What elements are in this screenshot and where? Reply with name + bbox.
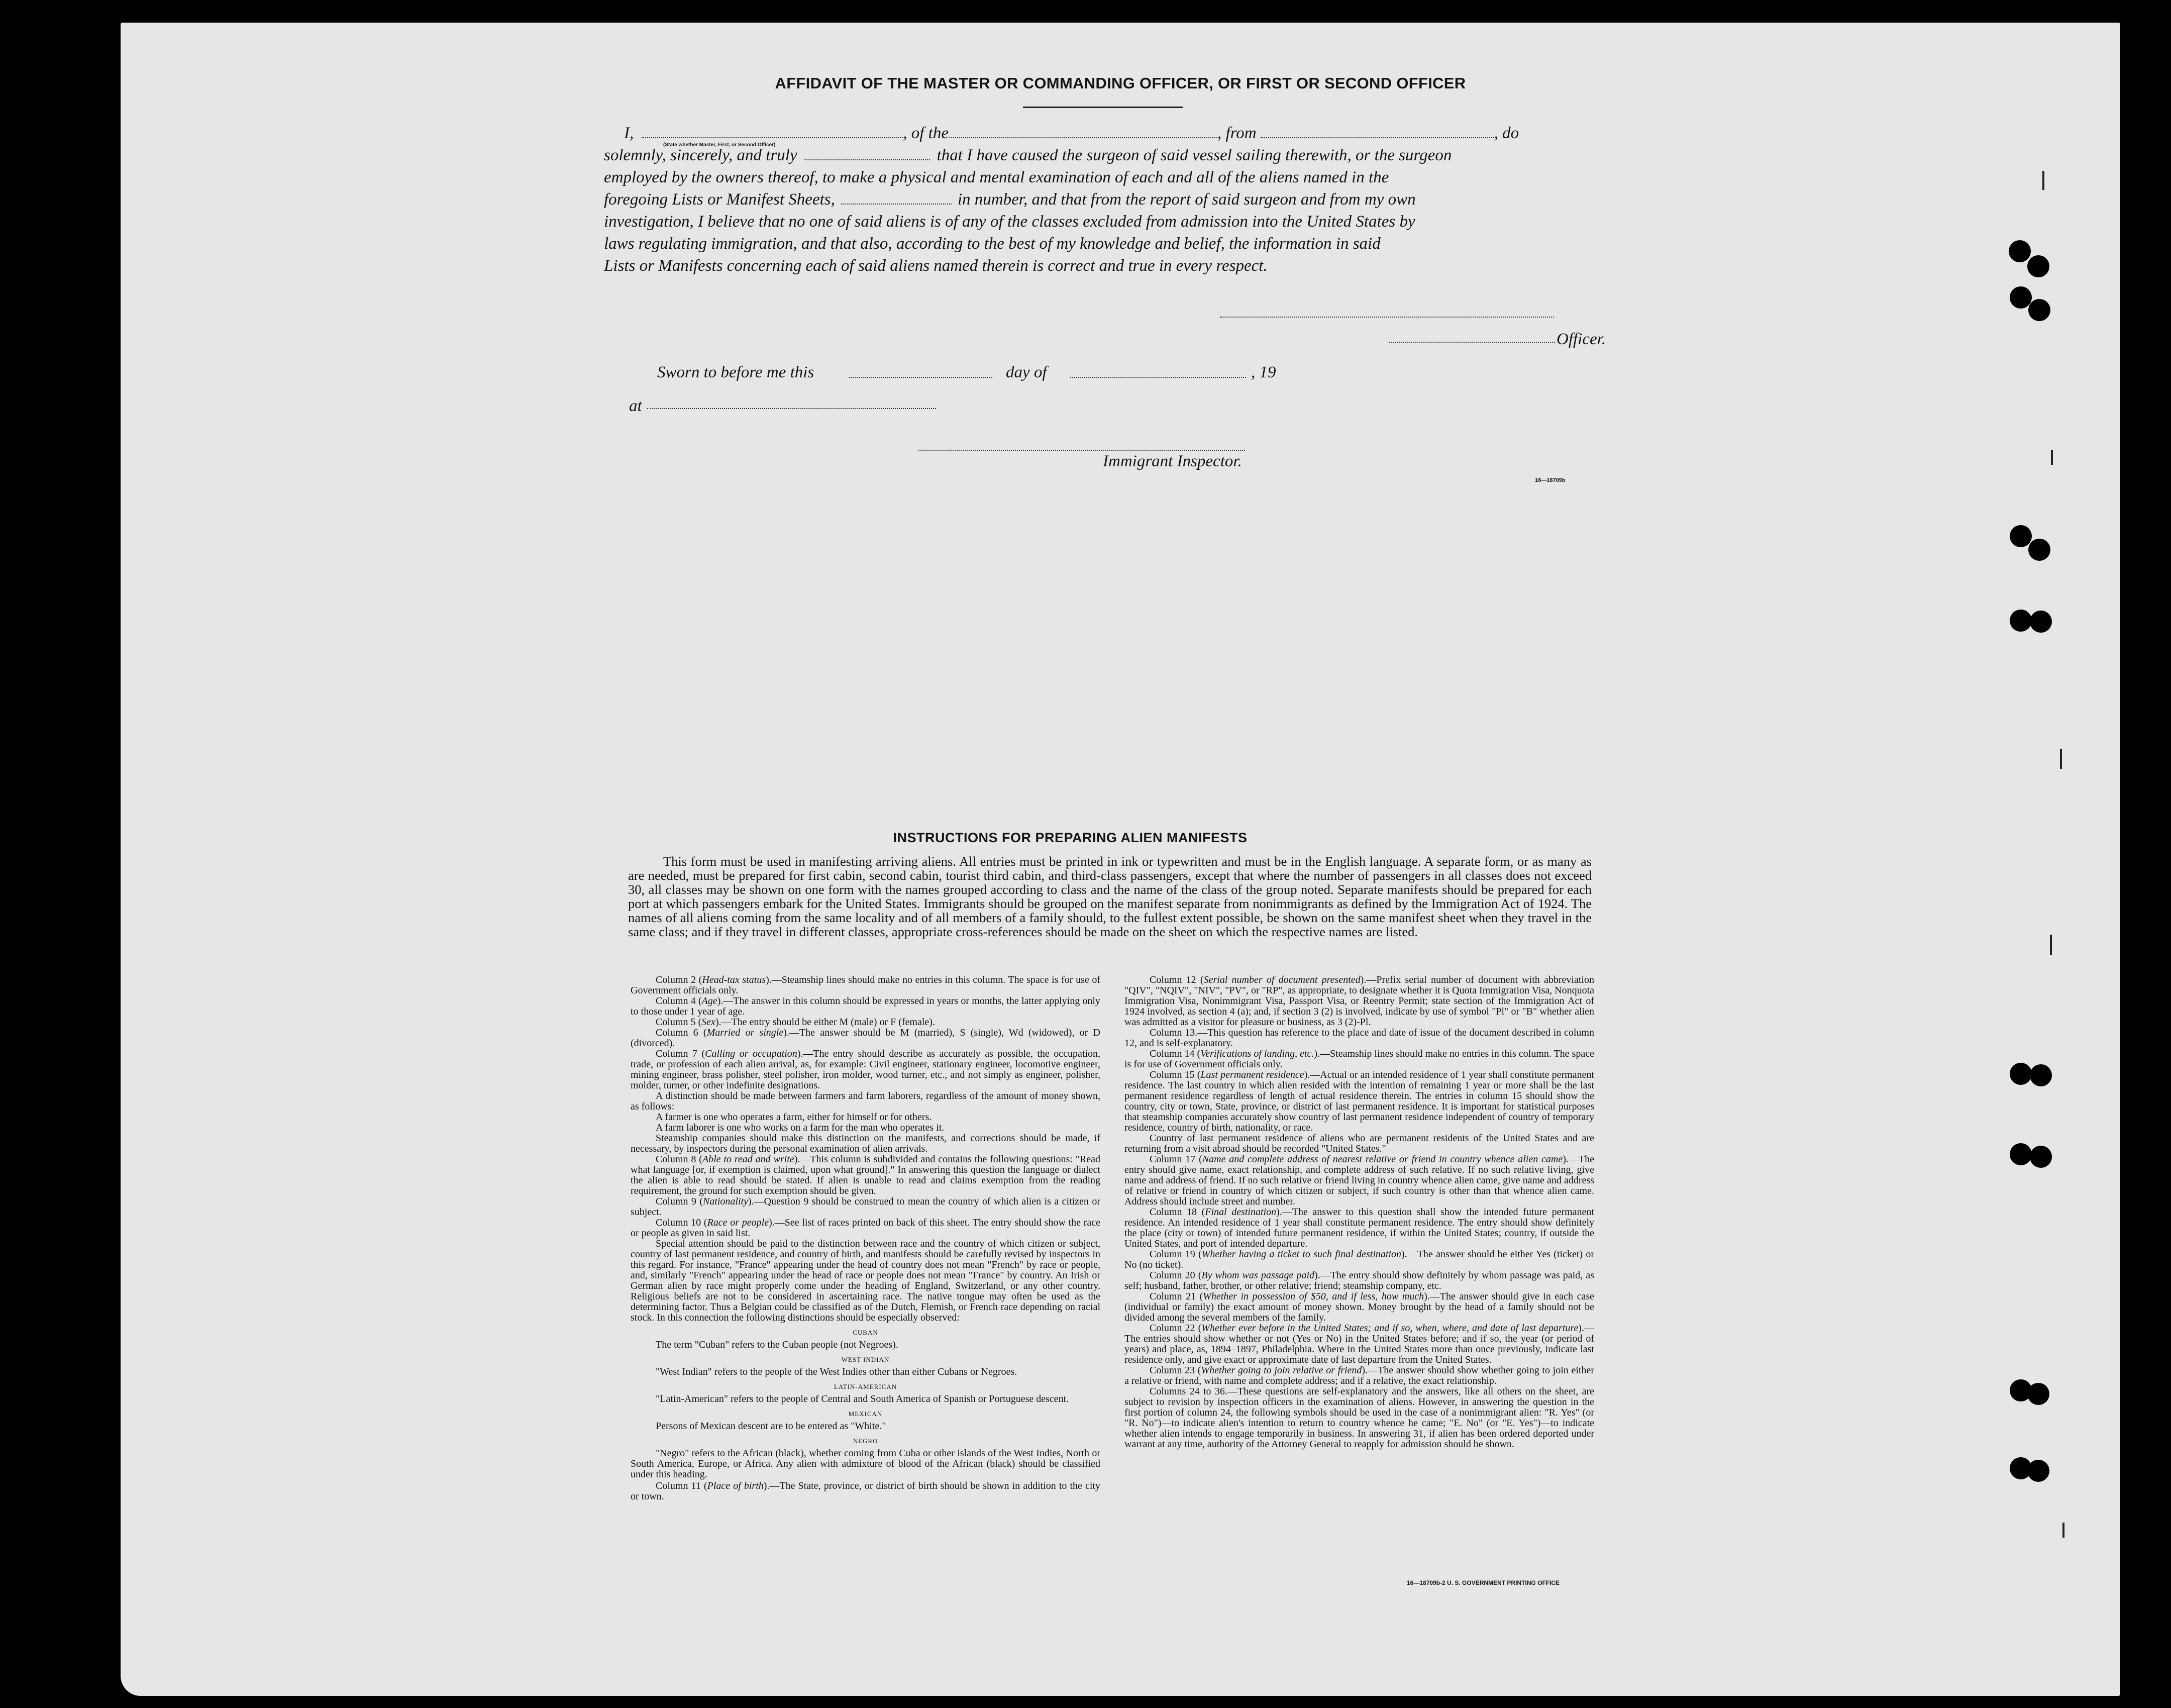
inspector-label: Immigrant Inspector. xyxy=(1103,452,1242,470)
punch-hole xyxy=(2030,1146,2052,1168)
officer-signature-blank[interactable] xyxy=(1389,342,1555,343)
signature-line[interactable] xyxy=(1220,317,1554,318)
instruction-paragraph: Column 22 (Whether ever before in the United States; and if so, when, where, and date of last departure).—The entries should show whether or not (Yes or No) in the United States before; and if so, the year (or period of years) and place, as, 1894–1897, Philadelphia. Where in the United States more than once previously, indicate last residence only, and give exact or approximate date of last departure from the United States. xyxy=(1124,1323,1594,1365)
year-label: , 19 xyxy=(1251,363,1276,381)
vessel-name-blank[interactable] xyxy=(949,136,1217,138)
oath-form-blank[interactable] xyxy=(804,158,930,160)
definition-heading: CUBAN xyxy=(853,1329,878,1336)
punch-hole xyxy=(2030,1064,2052,1086)
instruction-paragraph: Special attention should be paid to the distinction between race and the country of which citizen or subject, country of last permanent residence, and country of birth, and manifests should be carefully revised by inspectors in this regard. For instance, "France" appearing under the head of country does not mean "French" by race or people, and, similarly "French" appearing under the head of race or people does not mean "France" by country. An Irish or German alien by race might properly come under the heading of England, Switzerland, or any other country. Religious beliefs are not to be considered in ascertaining race. The native tongue may often be used as the determining factor. Thus a Belgian could be classified as of the Dutch, Flemish, or French race depending on racial stock. In this connection the following distinctions should be especially observed: xyxy=(631,1238,1100,1323)
oath-line-3: employed by the owners thereof, to make a physical and mental examination of each and all of the aliens named in the xyxy=(604,168,1389,186)
officer-label: Officer. xyxy=(1557,330,1606,348)
instruction-paragraph: Column 8 (Able to read and write).—This column is subdivided and contains the following questions: "Read what language [or, if exemption is claimed, upon what ground]." In answering this question the language or dialect the alien is able to read should be stated. If alien is unable to read and claims exemption from the reading requirement, the ground for such exemption should be given. xyxy=(631,1154,1100,1196)
margin-tick xyxy=(2042,171,2044,190)
instruction-paragraph: Column 21 (Whether in possession of $50, and if less, how much).—The answer should give in each case (individual or family) the exact amount of money shown. Money brought by the head of a family should not be divided among the several members of the family. xyxy=(1124,1291,1594,1323)
oath-line-5: investigation, I believe that no one of said aliens is of any of the classes excluded from admission into the United States by xyxy=(604,213,1415,231)
punch-hole xyxy=(2010,610,2032,632)
instruction-paragraph: Column 23 (Whether going to join relative or friend).—The answer should show whether going to join either a relative or friend, with name and complete address; and if a relative, the exact relationship. xyxy=(1124,1365,1594,1386)
sworn-day-blank[interactable] xyxy=(849,377,992,378)
punch-hole xyxy=(2028,539,2050,561)
manifest-back-sheet xyxy=(121,23,2120,1696)
punch-hole xyxy=(2027,255,2049,277)
margin-tick xyxy=(2051,450,2053,465)
instruction-paragraph: Country of last permanent residence of aliens who are permanent residents of the United States and are returning from a visit abroad should be recorded "United States." xyxy=(1124,1133,1594,1154)
port-from-blank[interactable] xyxy=(1261,136,1494,138)
instructions-title: INSTRUCTIONS FOR PREPARING ALIEN MANIFESTS xyxy=(893,830,1248,845)
instruction-paragraph: Column 17 (Name and complete address of nearest relative or friend in country whence alien came).—The entry should give name, exact relationship, and complete address of such relative. If no such relative living, give name and address of friend. If no such relative or friend living in country whence alien came, give name and address of relative or friend in country of which citizen or subject, if such country is other than that whence alien came. Address should include street and number. xyxy=(1124,1154,1594,1207)
punch-hole xyxy=(2030,611,2052,633)
instruction-paragraph: Steamship companies should make this distinction on the manifests, and corrections should be made, if necessary, by inspectors during the personal examination of alien arrivals. xyxy=(631,1133,1100,1154)
definition-heading: WEST INDIAN xyxy=(841,1356,890,1363)
printing-office-footer: 16—18709b-2 U. S. GOVERNMENT PRINTING OFFICE xyxy=(1407,1579,1560,1586)
oath-line-2: solemnly, sincerely, and truly that I have caused the surgeon of said vessel sailing therewith, or the surgeon xyxy=(604,146,1452,164)
definition-heading: LATIN-AMERICAN xyxy=(834,1383,897,1390)
definition-text: "Negro" refers to the African (black), whether coming from Cuba or other islands of the West Indies, North or South America, Europe, or Africa. Any alien with admixture of blood of the African (black) should be classified under this heading. xyxy=(631,1448,1100,1480)
punch-hole xyxy=(2010,1143,2032,1165)
punch-hole xyxy=(2009,240,2031,262)
officer-rank-blank[interactable] xyxy=(642,136,903,138)
definition-text: The term "Cuban" refers to the Cuban people (not Negroes). xyxy=(656,1339,898,1350)
margin-tick xyxy=(2050,935,2052,955)
oath-line-7: Lists or Manifests concerning each of said aliens named therein is correct and true in every respect. xyxy=(604,257,1268,275)
alien-count-blank[interactable] xyxy=(841,203,952,205)
instruction-paragraph: Column 15 (Last permanent residence).—Actual or an intended residence of 1 year shall constitute permanent residence. The last country in which alien resided with the intention of remaining 1 year or more shall be the last permanent residence regardless of length of actual residence therein. The entries in column 15 should show the country, city or town, State, province, or district of last permanent residence. It is important for statistical purposes that steamship companies accurately show country of last permanent residence independent of country of temporary residence, country of birth, nationality, or race. xyxy=(1124,1069,1594,1133)
instruction-paragraph: Column 9 (Nationality).—Question 9 should be construed to mean the country of which alien is a citizen or subject. xyxy=(631,1196,1100,1218)
instruction-paragraph: Column 10 (Race or people).—See list of races printed on back of this sheet. The entry should show the race or people as given in said list. xyxy=(631,1217,1100,1239)
instruction-paragraph: Column 2 (Head-tax status).—Steamship lines should make no entries in this column. The space is for use of Government officials only. xyxy=(631,974,1101,996)
instructions-intro: This form must be used in manifesting arriving aliens. All entries must be printed in ink or typewritten and must be in the English language. A separate form, or as many as are needed, must be prepared for first cabin, second cabin, tourist third cabin, and third-class passengers, except that where the number of passengers in all classes does not exceed 30, all classes may be shown on one form with the names grouped according to class and the name of the class of the group noted. Separate manifests should be prepared for each port at which passengers embark for the United States. Immigrants should be grouped on the manifest separate from nonimmigrants as defined by the Immigration Act of 1924. The names of all aliens coming from the same locality and of all members of a family should, to the fullest extent possible, be shown on the same manifest sheet when they travel in the same class; and if they travel in different classes, appropriate cross-references should be made on the sheet on which the respective names are listed. xyxy=(628,854,1592,939)
instruction-paragraph: Column 6 (Married or single).—The answer should be M (married), S (single), Wd (widowed), or D (divorced). xyxy=(631,1027,1100,1049)
instruction-paragraph: Columns 24 to 36.—These questions are self-explanatory and the answers, like all others on the sheet, are subject to revision by inspection officers in the examination of aliens. However, in answering the question in the first portion of column 24, the following symbols should be used in the case of a nonimmigrant alien: "R. Yes" (or "R. No")—to indicate alien's intention to return to country whence he came; "E. No" (or "E. Yes")—to indicate whether alien intends to engage temporarily in business. In answering 31, if alien has been ordered deported under warrant at any time, authority of the Attorney General to reapply for admission should be shown. xyxy=(1124,1386,1594,1450)
sworn-label: Sworn to before me this xyxy=(657,363,814,381)
sworn-month-blank[interactable] xyxy=(1070,377,1246,378)
day-of-label: day of xyxy=(1006,363,1047,381)
instruction-paragraph: Column 19 (Whether having a ticket to such final destination).—The answer should be either Yes (ticket) or No (no ticket). xyxy=(1124,1249,1594,1270)
instruction-paragraph: A farmer is one who operates a farm, either for himself or for others. xyxy=(656,1112,932,1123)
instruction-paragraph: Column 12 (Serial number of document presented).—Prefix serial number of document with abbreviation "QIV", "NQIV", "NIV", "PV", or "RP", as appropriate, to designate whether it is Quota Immigration Visa, Nonquota Immigration Visa, Nonimmigrant Visa, Passport Visa, or Reentry Permit; state section of the Immigration Act of 1924 involved, as section 4 (a); and, if section 3 (2) is involved, indicate by use of symbol "Pl" or "B" whether alien was admitted as a visitor for pleasure or business, as 3 (2)-Pl. xyxy=(1124,974,1594,1028)
definition-text: Persons of Mexican descent are to be entered as "White." xyxy=(656,1421,886,1432)
instruction-paragraph: Column 18 (Final destination).—The answer to this question shall show the intended future permanent residence. An intended residence of 1 year shall constitute permanent residence. The entry should show definitely the place (city or town) of intended future permanent residence, if within the United States; country, if outside the United States, and port of intended departure. xyxy=(1124,1207,1594,1249)
punch-hole xyxy=(2010,1063,2032,1085)
instruction-paragraph: Column 7 (Calling or occupation).—The entry should describe as accurately as possible, the occupation, trade, or profession of each alien arrival, as, for example: Civil engineer, stationary engineer, locomotive engineer, mining engineer, brass polisher, steel polisher, iron molder, wood turner, etc., and not simply as engineer, polisher, molder, turner, or other indefinite designations. xyxy=(631,1048,1101,1091)
instruction-paragraph: A distinction should be made between farmers and farm laborers, regardless of the amount of money shown, as follows: xyxy=(631,1090,1100,1112)
instruction-paragraph: Column 5 (Sex).—The entry should be either M (male) or F (female). xyxy=(656,1017,935,1028)
punch-hole xyxy=(2010,286,2032,309)
oath-line-4: foregoing Lists or Manifest Sheets, in number, and that from the report of said surgeon and from my own xyxy=(604,190,1416,209)
punch-hole xyxy=(2027,1460,2049,1482)
punch-hole xyxy=(2027,1383,2049,1405)
oath-line-6: laws regulating immigration, and that also, according to the best of my knowledge and belief, the information in said xyxy=(604,235,1381,253)
affidavit-form-number: 16—18709b xyxy=(1535,477,1566,483)
instruction-paragraph: Column 11 (Place of birth).—The State, province, or district of birth should be shown in addition to the city or town. xyxy=(631,1480,1101,1502)
definition-heading: NEGRO xyxy=(853,1437,878,1445)
affidavit-title: AFFIDAVIT OF THE MASTER OR COMMANDING OFFICER, OR FIRST OR SECOND OFFICER xyxy=(775,74,1466,92)
rank-sub-note: (State whether Master, First, or Second Officer) xyxy=(663,142,776,148)
inspector-signature-blank[interactable] xyxy=(918,450,1245,451)
definition-text: "Latin-American" refers to the people of Central and South America of Spanish or Portuguese descent. xyxy=(656,1393,1069,1404)
definition-text: "West Indian" refers to the people of the West Indies other than either Cubans or Negroes. xyxy=(656,1366,1017,1377)
instruction-paragraph: Column 14 (Verifications of landing, etc.).—Steamship lines should make no entries in this column. The space is for use of Government officials only. xyxy=(1124,1048,1594,1070)
margin-tick xyxy=(2062,1523,2064,1538)
at-place-blank[interactable] xyxy=(647,408,936,409)
instructions-right-column xyxy=(1124,975,1594,1450)
at-label: at xyxy=(629,397,642,415)
instruction-paragraph: A farm laborer is one who works on a farm for the man who operates it. xyxy=(656,1122,945,1133)
definition-heading: MEXICAN xyxy=(848,1410,883,1418)
title-underline xyxy=(1023,107,1183,108)
punch-hole xyxy=(2010,525,2032,547)
instructions-left-column xyxy=(631,975,1100,1502)
instruction-paragraph: Column 20 (By whom was passage paid).—The entry should show definitely by whom passage was paid, as self; husband, father, brother, or other relative; friend; steamship company, etc. xyxy=(1124,1270,1594,1291)
instruction-paragraph: Column 13.—This question has reference to the place and date of issue of the document described in column 12, and is self-explanatory. xyxy=(1124,1027,1594,1049)
oath-line-1: I, , of the , from , do xyxy=(624,124,1519,142)
instruction-paragraph: Column 4 (Age).—The answer in this column should be expressed in years or months, the latter applying only to those under 1 year of age. xyxy=(631,995,1100,1017)
punch-hole xyxy=(2028,299,2050,321)
margin-tick xyxy=(2060,749,2062,769)
